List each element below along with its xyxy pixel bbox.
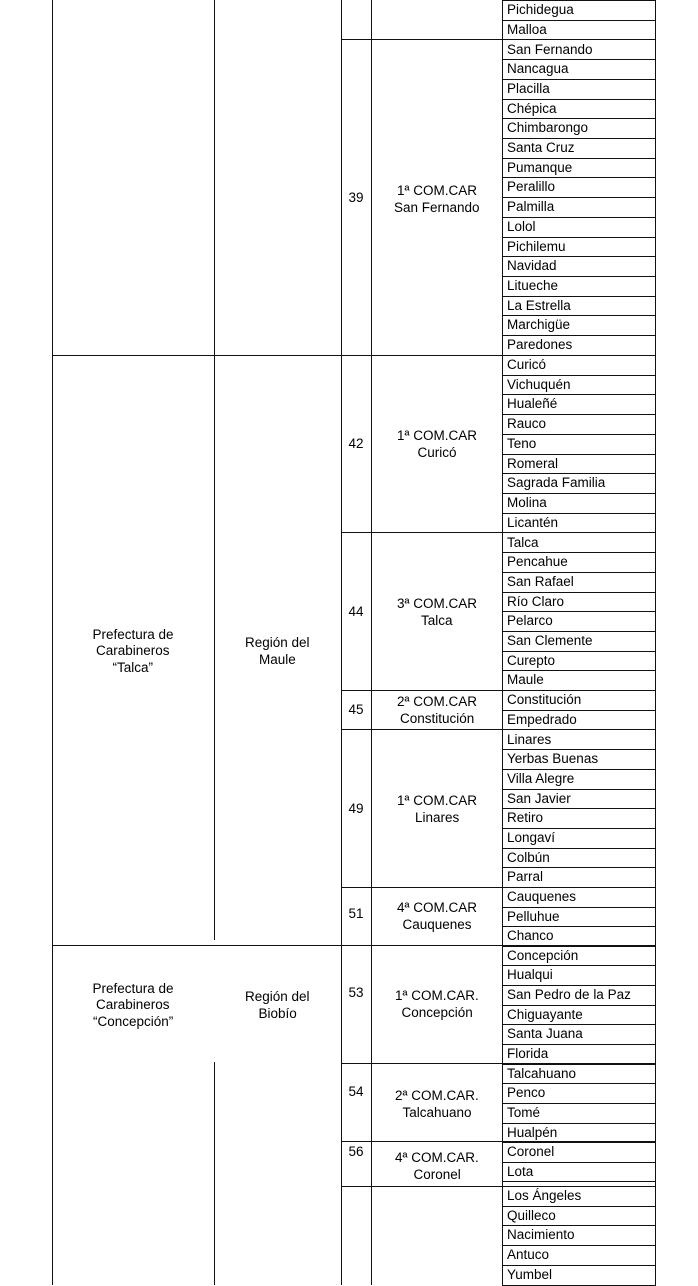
prefecture-column-rule (214, 1062, 215, 1285)
unit-name: Curicó (417, 444, 457, 460)
unit-name: Cauquenes (402, 916, 472, 932)
commune-cell: Hualpén (507, 1124, 558, 1140)
commune-cell: Penco (507, 1085, 546, 1101)
unit-code: 51 (348, 906, 364, 922)
commune-cell: Romeral (507, 455, 559, 471)
unit-column-rule (502, 0, 503, 1285)
unit-name: 1ª COM.CAR (397, 792, 478, 808)
commune-cell: Navidad (507, 258, 557, 274)
left-border (52, 0, 53, 1285)
prefecture-name: Carabineros (96, 997, 170, 1013)
commune-cell: Nacimiento (507, 1227, 575, 1243)
commune-cell: Peralillo (507, 179, 556, 195)
commune-cell: Teno (507, 435, 537, 451)
commune-cell: San Clemente (507, 633, 593, 648)
unit-code: 54 (348, 1084, 364, 1100)
prefecture-column-rule (214, 0, 215, 940)
commune-cell: Lota (507, 1163, 534, 1179)
unit-name: Linares (415, 809, 460, 825)
commune-cell: Palmilla (507, 199, 555, 215)
prefecture-name: “Concepción” (93, 1013, 174, 1029)
commune-cell: Empedrado (507, 711, 577, 727)
commune-cell: Lolol (507, 218, 536, 234)
commune-cell: Santa Juana (507, 1026, 583, 1042)
commune-cell: Vichuquén (507, 376, 571, 392)
commune-cell: Parral (507, 869, 544, 885)
commune-cell: Pelluhue (507, 908, 560, 924)
commune-cell: Nancagua (507, 61, 569, 77)
commune-cell: Rauco (507, 416, 547, 432)
commune-cell: Talca (507, 534, 539, 550)
region-name: Región del (245, 635, 310, 650)
commune-cell: Tomé (507, 1104, 541, 1120)
commune-cell: Licantén (507, 514, 559, 530)
unit-name: 2ª COM.CAR. (395, 1087, 479, 1103)
commune-cell: Pelarco (507, 613, 553, 629)
commune-cell: Chiguayante (507, 1006, 583, 1022)
commune-cell: San Pedro de la Paz (507, 986, 631, 1002)
cell-rule (502, 0, 656, 1)
commune-cell: Retiro (507, 810, 544, 826)
row-separator (341, 1186, 656, 1187)
commune-cell: San Javier (507, 790, 571, 806)
commune-cell: Malloa (507, 21, 547, 37)
commune-cell: Quilleco (507, 1207, 556, 1223)
commune-cell: Chépica (507, 100, 557, 116)
unit-name: 4ª COM.CAR (397, 899, 478, 915)
commune-cell: Talcahuano (507, 1065, 577, 1081)
commune-cell: Chanco (507, 928, 554, 944)
region-column-rule (341, 0, 342, 1285)
unit-name: Coronel (413, 1166, 461, 1182)
region-name: Región del (245, 989, 310, 1004)
commune-cell: Maule (507, 672, 544, 688)
unit-name: Concepción (401, 1004, 473, 1020)
prefecture-name: Prefectura de (92, 626, 174, 642)
commune-cell: Coronel (507, 1144, 555, 1159)
commune-cell: Pumanque (507, 159, 573, 175)
commune-cell: Concepción (507, 947, 579, 963)
commune-cell: Litueche (507, 277, 559, 293)
unit-name: 2ª COM.CAR (397, 693, 478, 709)
commune-cell: Sagrada Familia (507, 475, 606, 491)
commune-cell: Molina (507, 494, 547, 510)
commune-cell: Río Claro (507, 593, 565, 609)
unit-name: Talcahuano (402, 1104, 472, 1120)
unit-name: Talca (421, 612, 453, 628)
commune-cell: Florida (507, 1046, 549, 1061)
commune-cell: Cauquenes (507, 889, 577, 904)
unit-code: 39 (348, 190, 364, 206)
unit-code: 42 (348, 436, 364, 452)
commune-cell: Los Ángeles (507, 1188, 582, 1203)
commune-cell: Constitución (507, 692, 582, 707)
unit-code: 49 (348, 801, 364, 817)
commune-cell: San Fernando (507, 41, 593, 57)
commune-cell: Curicó (507, 357, 547, 372)
unit-name: Constitución (400, 710, 475, 726)
commune-cell: Chimbarongo (507, 120, 589, 136)
unit-name: 1ª COM.CAR. (395, 987, 479, 1003)
commune-cell: Paredones (507, 337, 573, 352)
commune-cell: Marchigüe (507, 317, 571, 333)
commune-cell: Hualqui (507, 967, 553, 983)
prefecture-name: Carabineros (96, 643, 170, 659)
commune-cell: Yumbel (507, 1266, 553, 1282)
unit-name: 4ª COM.CAR. (395, 1149, 479, 1165)
commune-cell: Curepto (507, 652, 556, 668)
commune-cell: La Estrella (507, 297, 571, 313)
unit-code: 44 (348, 604, 364, 620)
commune-cell: Santa Cruz (507, 140, 575, 155)
commune-cell: Yerbas Buenas (507, 751, 599, 767)
commune-cell: San Rafael (507, 573, 574, 589)
commune-cell: Longaví (507, 830, 556, 845)
region-name: Biobío (258, 1005, 297, 1021)
prefecture-name: Prefectura de (92, 980, 174, 996)
commune-cell: Villa Alegre (507, 770, 575, 786)
unit-name: 1ª COM.CAR (397, 427, 478, 443)
region-name: Maule (259, 651, 296, 667)
unit-name: 1ª COM.CAR (397, 182, 478, 198)
commune-column-rule (655, 0, 656, 1285)
unit-name: San Fernando (394, 199, 480, 215)
commune-cell: Pichidegua (507, 2, 574, 17)
cell-rule (502, 1181, 656, 1182)
commune-cell: Pencahue (507, 554, 568, 570)
commune-cell: Linares (507, 731, 552, 747)
code-column-rule (371, 0, 372, 1285)
commune-cell: Colbún (507, 849, 550, 865)
commune-cell: Placilla (507, 80, 550, 96)
unit-code: 53 (348, 985, 364, 1001)
commune-cell: Hualeñé (507, 396, 558, 412)
unit-name: 3ª COM.CAR (397, 595, 478, 611)
commune-cell: Pichilemu (507, 238, 566, 254)
unit-code: 45 (348, 702, 364, 718)
commune-cell: Antuco (507, 1247, 550, 1263)
prefecture-name: “Talca” (112, 659, 154, 675)
unit-code: 56 (348, 1144, 364, 1160)
